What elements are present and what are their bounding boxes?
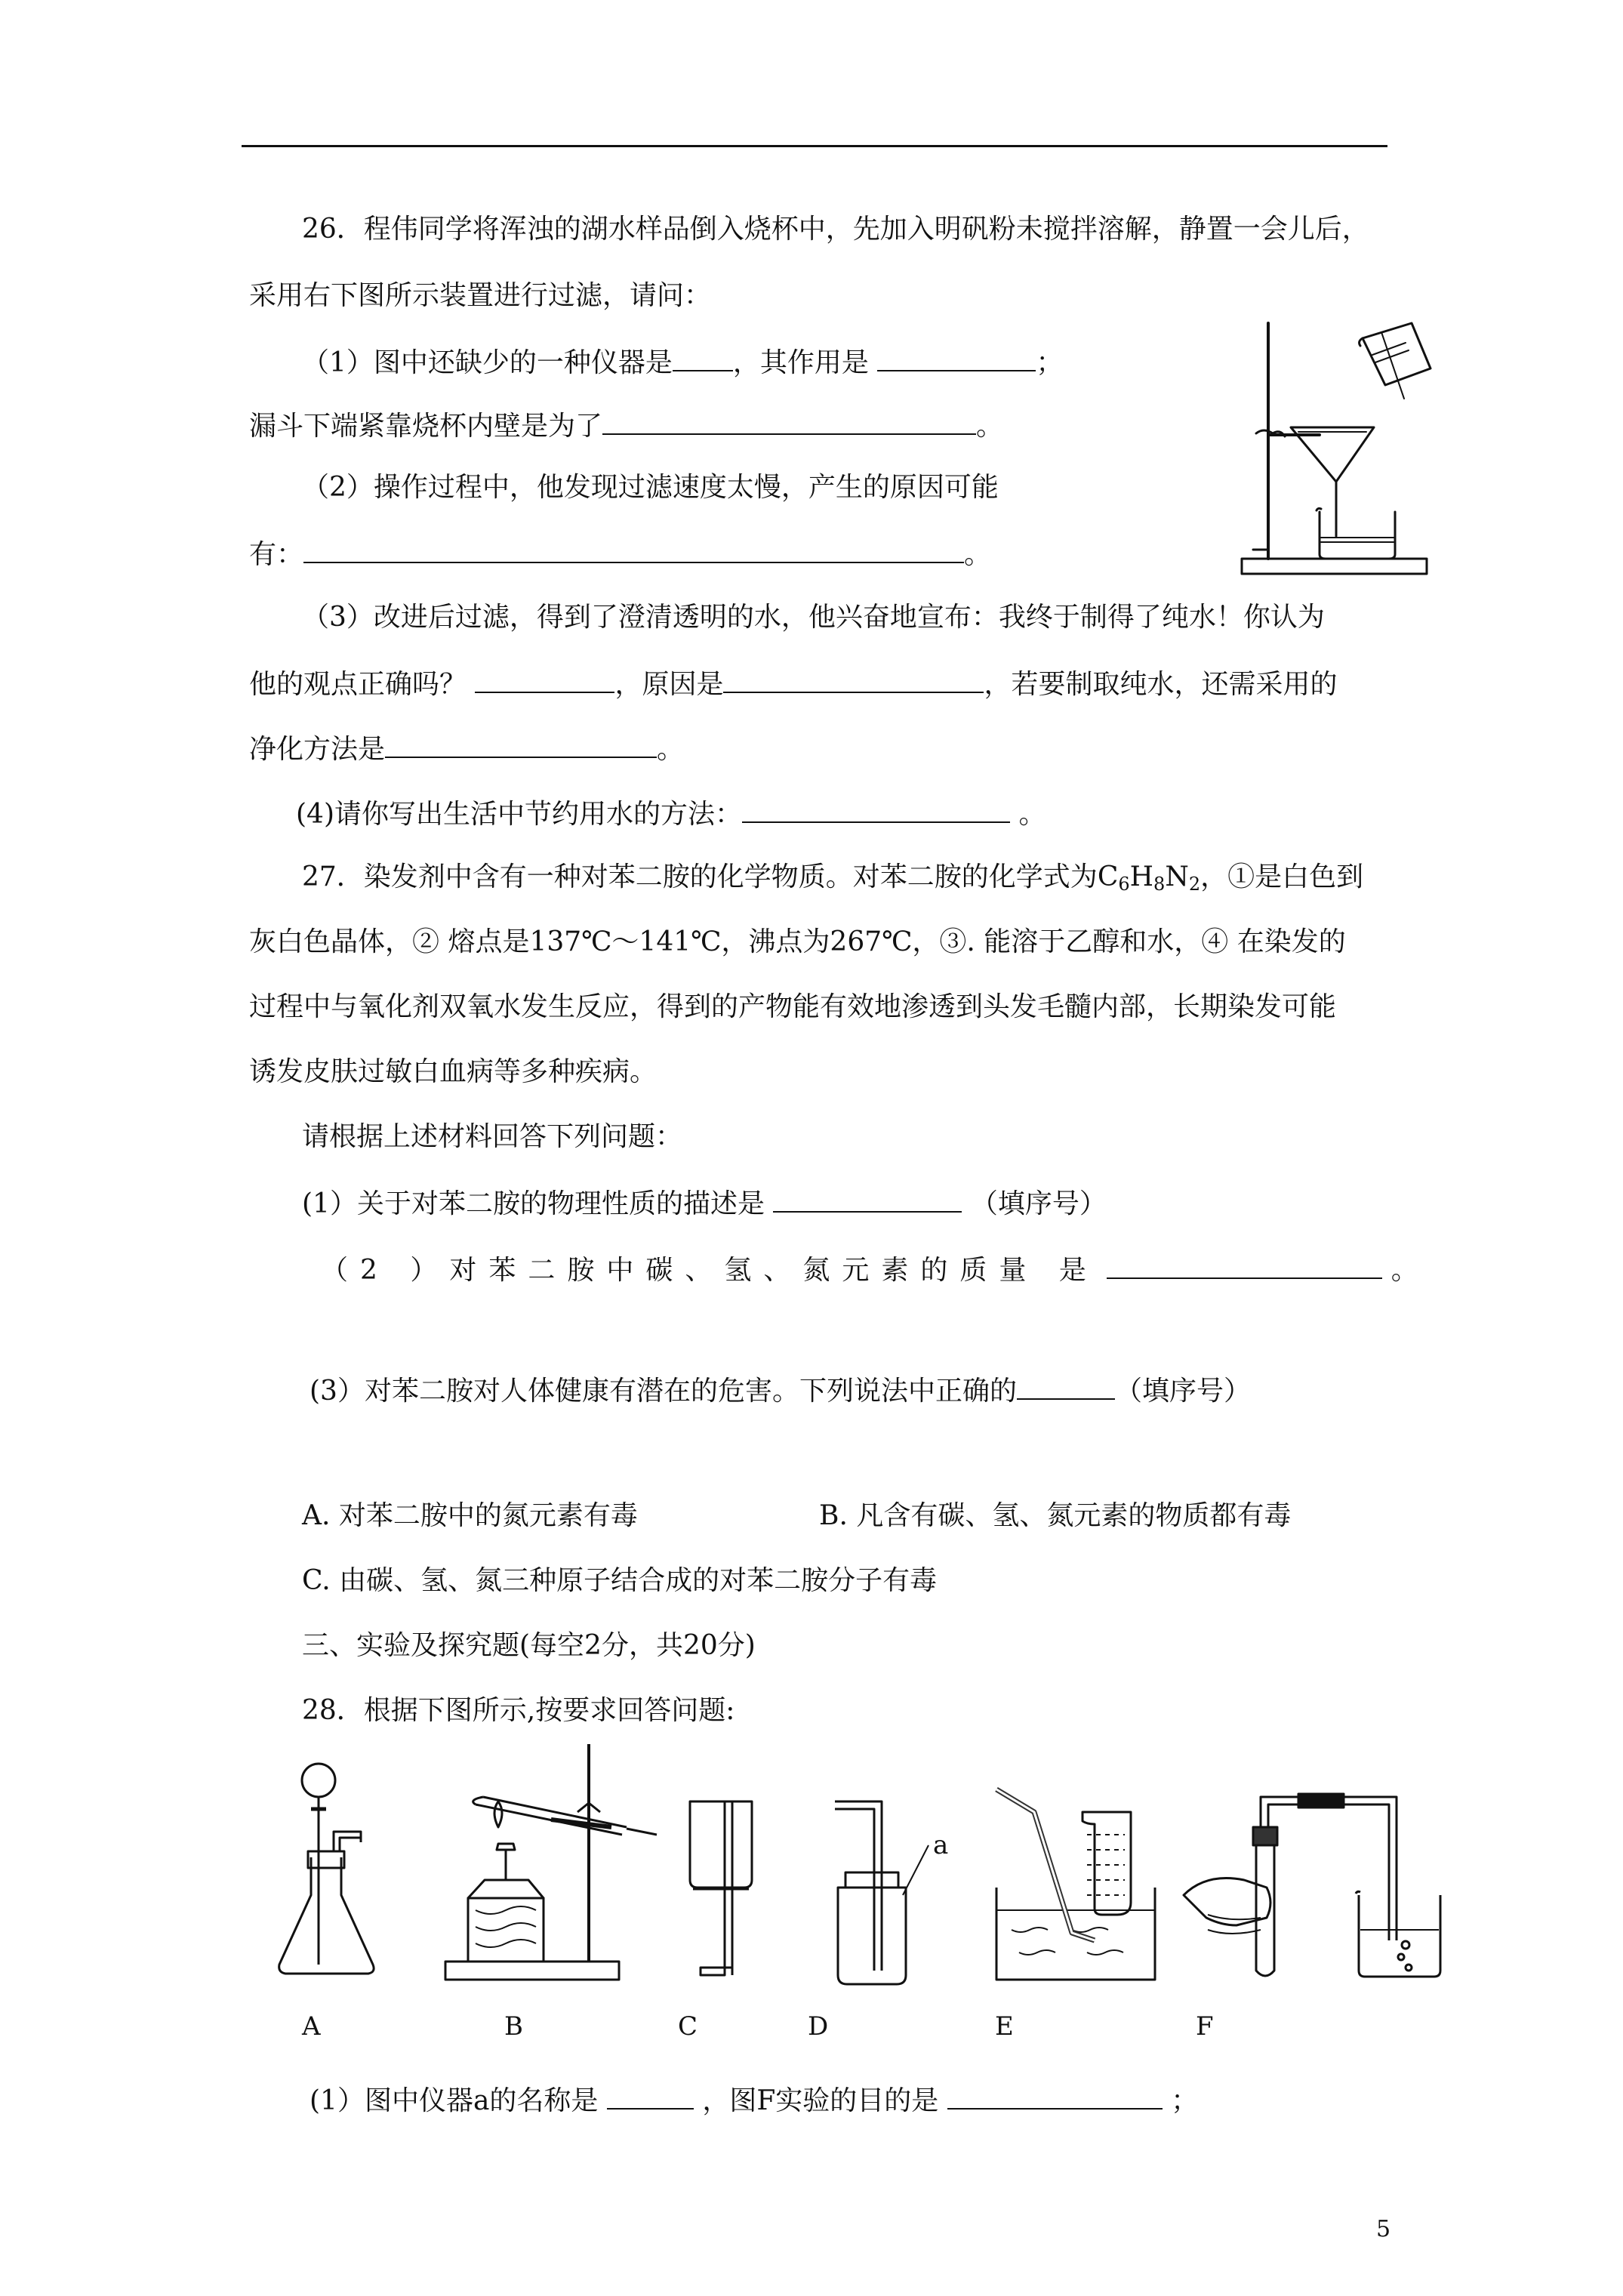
apparatus-letter-e: E xyxy=(995,2011,1014,2042)
q26-part1-end: ； xyxy=(1036,347,1064,378)
header-rule xyxy=(242,145,1387,147)
q26-part2-prefix: 有： xyxy=(249,539,304,570)
q28-intro: 28．根据下图所示,按要求回答问题: xyxy=(302,1695,735,1726)
apparatus-letter-c: C xyxy=(678,2011,698,2042)
q27-sub2 xyxy=(321,1252,1418,1287)
answer-blank-reason[interactable] xyxy=(723,666,984,693)
q27-sub1-end: （填序号） xyxy=(970,1188,1107,1219)
q26-intro-line2: 采用右下图所示装置进行过滤，请问： xyxy=(249,280,712,311)
glass-rod xyxy=(1381,332,1404,399)
apparatus-c-figure xyxy=(679,1797,762,1986)
q27-sub1-prefix: (1）关于对苯二胺的物理性质的描述是 xyxy=(302,1188,765,1219)
q27-sub3-prefix: (3）对苯二胺对人体健康有潜在的危害。下列说法中正确的 xyxy=(310,1376,1017,1407)
stand-base xyxy=(1242,559,1427,574)
q27-sub2-end: 。 xyxy=(1390,1255,1418,1286)
q27-line1-post: ，①是白色到 xyxy=(1200,861,1364,892)
q26-part2-line2 xyxy=(249,536,991,572)
apparatus-d-figure xyxy=(830,1797,959,1986)
q28-sub1-end: ； xyxy=(1171,2085,1199,2116)
answer-blank-instrument[interactable] xyxy=(673,344,733,371)
q27-prompt: 请根据上述材料回答下列问题： xyxy=(302,1121,683,1152)
q27-option-a: A. 对苯二胺中的氮元素有毒 xyxy=(302,1500,638,1531)
apparatus-letter-a: A xyxy=(302,2011,321,2042)
q26-part1-line2 xyxy=(249,408,1003,443)
q26-part1b-end: 。 xyxy=(976,411,1004,442)
answer-blank-function[interactable] xyxy=(877,344,1036,371)
q27-sub2-prefix: （2 ）对苯二胺中碳、氢、氮元素的质量 是 xyxy=(321,1255,1098,1286)
q27-line1-prefix: 27．染发剂中含有一种对苯二胺的化学物质。对苯二胺的化学式为 xyxy=(302,861,1098,892)
receiving-beaker xyxy=(1320,512,1395,559)
q27-sub1 xyxy=(302,1185,1107,1221)
q26-part4-line xyxy=(296,796,1046,831)
answer-blank-physical-property[interactable] xyxy=(773,1185,962,1213)
q26-part1-line1 xyxy=(302,344,1063,380)
q26-part3-line1: （3）改进后过滤，得到了澄清透明的水，他兴奋地宣布：我终于制得了纯水！你认为 xyxy=(302,602,1325,633)
q26-part3c-prefix: 净化方法是 xyxy=(249,734,386,765)
q28-sub1-mid: ，图F实验的目的是 xyxy=(702,2085,939,2116)
q26-part3-prefix: 他的观点正确吗？ xyxy=(249,669,467,700)
q28-sub1-prefix: (1）图中仪器a的名称是 xyxy=(310,2085,599,2116)
answer-blank-mass-ratio[interactable] xyxy=(1107,1252,1382,1279)
q26-part3-mid1: ，原因是 xyxy=(614,669,724,700)
apparatus-f-figure xyxy=(1178,1782,1449,1986)
q28-sub1 xyxy=(310,2082,1198,2118)
q26-part4-prefix: (4)请你写出生活中节约用水的方法： xyxy=(296,799,742,830)
apparatus-b-figure xyxy=(438,1737,664,1986)
q26-part2-end: 。 xyxy=(964,539,992,570)
apparatus-letter-d: D xyxy=(808,2011,829,2042)
section-3-heading: 三、实验及探究题(每空2分，共20分) xyxy=(302,1630,756,1661)
answer-blank-correct-option[interactable] xyxy=(1017,1373,1115,1400)
apparatus-letter-f: F xyxy=(1196,2011,1214,2042)
q26-part3-mid2: ，若要制取纯水，还需采用的 xyxy=(984,669,1338,700)
q27-sub3 xyxy=(310,1373,1251,1408)
apparatus-label-a: a xyxy=(933,1830,949,1860)
page-number: 5 xyxy=(1376,2216,1391,2242)
q26-part3c-end: 。 xyxy=(657,734,685,765)
q27-line1 xyxy=(302,861,1363,901)
answer-blank-save-water[interactable] xyxy=(742,796,1010,823)
answer-blank-method[interactable] xyxy=(385,731,657,758)
q26-part1b-prefix: 漏斗下端紧靠烧杯内壁是为了 xyxy=(249,411,603,442)
answer-blank-funnel-reason[interactable] xyxy=(602,408,976,435)
q27-line3: 过程中与氧化剂双氧水发生反应，得到的产物能有效地渗透到头发毛髓内部，长期染发可能 xyxy=(249,991,1337,1022)
answer-blank-correct[interactable] xyxy=(475,666,614,693)
q27-line2: 灰白色晶体，② 熔点是137℃～141℃，沸点为267℃，③. 能溶于乙醇和水，④ 在染发的 xyxy=(249,926,1346,957)
q26-part1-prefix: （1）图中还缺少的一种仪器是 xyxy=(302,347,673,378)
q27-option-b: B. 凡含有碳、氢、氮元素的物质都有毒 xyxy=(819,1500,1292,1531)
q26-part3-line3 xyxy=(249,731,684,766)
answer-blank-instrument-a[interactable] xyxy=(607,2082,694,2110)
q26-intro-line1: 26．程伟同学将浑浊的湖水样品倒入烧杯中，先加入明矾粉未搅拌溶解，静置一会儿后， xyxy=(302,214,1369,245)
answer-blank-f-purpose[interactable] xyxy=(947,2082,1163,2110)
q26-part4-end: 。 xyxy=(1018,799,1046,830)
apparatus-a-figure xyxy=(272,1759,385,1986)
apparatus-e-figure xyxy=(989,1782,1163,1986)
q27-sub3-end: （填序号） xyxy=(1114,1376,1251,1407)
answer-blank-slow-reason[interactable] xyxy=(303,536,964,563)
apparatus-letter-b: B xyxy=(504,2011,523,2042)
q26-part1-mid: ，其作用是 xyxy=(732,347,869,378)
q27-option-c: C. 由碳、氢、氮三种原子结合成的对苯二胺分子有毒 xyxy=(302,1565,938,1596)
q26-part2-line1: （2）操作过程中，他发现过滤速度太慢，产生的原因可能 xyxy=(302,472,999,503)
filtration-apparatus-figure xyxy=(1238,316,1434,584)
q27-line4: 诱发皮肤过敏白血病等多种疾病。 xyxy=(249,1056,658,1087)
chemical-formula: $C_6H_8N_2$ xyxy=(1097,861,1201,895)
q26-part3-line2 xyxy=(249,666,1338,701)
